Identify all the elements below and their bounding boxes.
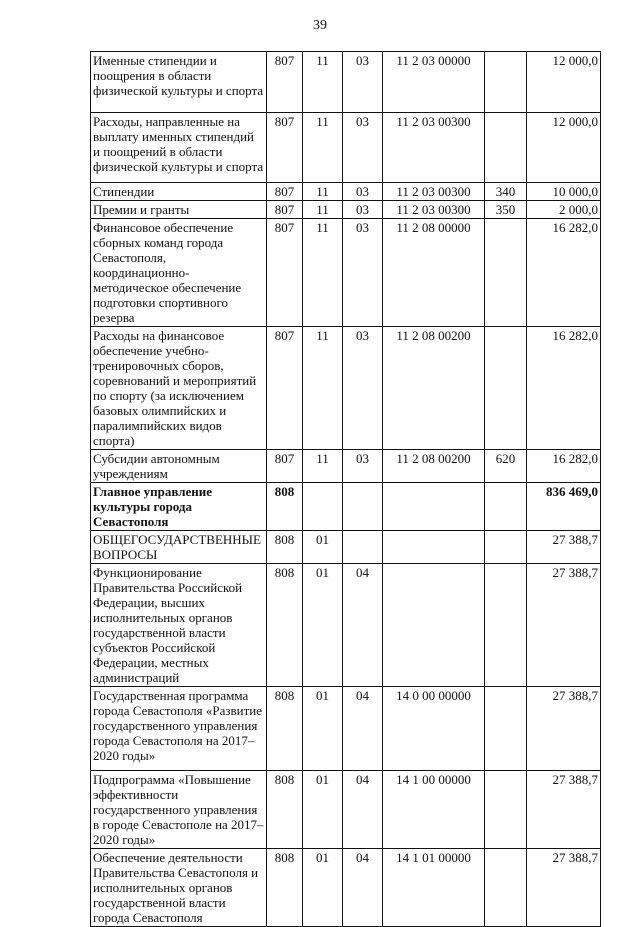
table-row	[91, 183, 601, 201]
cell-ved: 807	[267, 450, 303, 483]
cell-csr	[383, 483, 485, 531]
cell-sum: 10 000,0	[527, 183, 601, 201]
cell-rz: 11	[303, 52, 343, 113]
cell-ved: 808	[267, 849, 303, 927]
cell-vr: 340	[485, 183, 527, 201]
cell-ved: 807	[267, 183, 303, 201]
cell-pr: 03	[343, 201, 383, 219]
cell-sum: 836 469,0	[527, 483, 601, 531]
cell-pr: 03	[343, 219, 383, 327]
cell-sum: 27 388,7	[527, 531, 601, 564]
table-row	[91, 52, 601, 113]
cell-name: Премии и гранты	[91, 201, 267, 219]
cell-vr	[485, 771, 527, 849]
cell-pr: 04	[343, 564, 383, 687]
cell-csr	[383, 531, 485, 564]
table-row	[91, 564, 601, 687]
cell-vr	[485, 687, 527, 771]
cell-name: Главное управление культуры города Севастополя	[91, 483, 267, 531]
cell-vr	[485, 849, 527, 927]
cell-name: ОБЩЕГОСУДАРСТВЕННЫЕ ВОПРОСЫ	[91, 531, 267, 564]
cell-pr: 04	[343, 771, 383, 849]
cell-csr: 11 2 08 00200	[383, 450, 485, 483]
cell-rz: 01	[303, 531, 343, 564]
cell-vr	[485, 52, 527, 113]
budget-table-body	[91, 52, 601, 927]
cell-sum: 27 388,7	[527, 687, 601, 771]
cell-rz: 11	[303, 183, 343, 201]
cell-rz: 11	[303, 113, 343, 183]
cell-ved: 807	[267, 219, 303, 327]
table-row	[91, 450, 601, 483]
cell-vr: 350	[485, 201, 527, 219]
cell-sum: 27 388,7	[527, 771, 601, 849]
cell-name: Обеспечение деятельности Правительства Севастополя и исполнительных органов государственной власти города Севастополя	[91, 849, 267, 927]
cell-vr	[485, 327, 527, 450]
cell-ved: 807	[267, 113, 303, 183]
cell-rz: 11	[303, 450, 343, 483]
cell-name: Субсидии автономным учреждениям	[91, 450, 267, 483]
cell-ved: 808	[267, 531, 303, 564]
cell-vr	[485, 564, 527, 687]
cell-sum: 27 388,7	[527, 849, 601, 927]
cell-sum: 16 282,0	[527, 450, 601, 483]
cell-pr: 03	[343, 113, 383, 183]
cell-ved: 808	[267, 687, 303, 771]
cell-pr: 03	[343, 183, 383, 201]
cell-sum: 12 000,0	[527, 52, 601, 113]
cell-name: Финансовое обеспечение сборных команд города Севастополя, координационно-методическое обеспечение подготовки спортивного резерва	[91, 219, 267, 327]
table-row	[91, 201, 601, 219]
cell-vr: 620	[485, 450, 527, 483]
cell-vr	[485, 113, 527, 183]
cell-rz: 11	[303, 219, 343, 327]
table-row	[91, 113, 601, 183]
cell-name: Именные стипендии и поощрения в области физической культуры и спорта	[91, 52, 267, 113]
cell-ved: 808	[267, 483, 303, 531]
cell-ved: 807	[267, 52, 303, 113]
cell-pr: 03	[343, 450, 383, 483]
cell-pr	[343, 483, 383, 531]
cell-csr: 14 1 01 00000	[383, 849, 485, 927]
cell-rz	[303, 483, 343, 531]
cell-sum: 12 000,0	[527, 113, 601, 183]
cell-rz: 01	[303, 564, 343, 687]
cell-pr	[343, 531, 383, 564]
cell-ved: 807	[267, 327, 303, 450]
cell-pr: 04	[343, 687, 383, 771]
cell-vr	[485, 483, 527, 531]
table-row	[91, 771, 601, 849]
cell-csr: 11 2 03 00000	[383, 52, 485, 113]
cell-csr: 11 2 08 00000	[383, 219, 485, 327]
cell-sum: 2 000,0	[527, 201, 601, 219]
cell-csr: 14 1 00 00000	[383, 771, 485, 849]
cell-rz: 01	[303, 849, 343, 927]
cell-name: Расходы, направленные на выплату именных стипендий и поощрений в области физической культуры и спорта	[91, 113, 267, 183]
page-number: 39	[313, 18, 327, 33]
cell-csr: 11 2 03 00300	[383, 201, 485, 219]
cell-sum: 16 282,0	[527, 219, 601, 327]
cell-name: Подпрограмма «Повышение эффективности государственного управления в городе Севастополе на 2017–2020 годы»	[91, 771, 267, 849]
table-row	[91, 531, 601, 564]
cell-rz: 01	[303, 687, 343, 771]
table-row	[91, 687, 601, 771]
cell-pr: 03	[343, 327, 383, 450]
cell-pr: 04	[343, 849, 383, 927]
cell-name: Функционирование Правительства Российской Федерации, высших исполнительных органов государственной власти субъектов Российской Федерации, местных администраций	[91, 564, 267, 687]
cell-csr: 11 2 03 00300	[383, 113, 485, 183]
table-row	[91, 849, 601, 927]
table-row	[91, 483, 601, 531]
table-row	[91, 327, 601, 450]
cell-name: Государственная программа города Севастополя «Развитие государственного управления города Севастополя на 2017–2020 годы»	[91, 687, 267, 771]
cell-sum: 27 388,7	[527, 564, 601, 687]
cell-sum: 16 282,0	[527, 327, 601, 450]
cell-ved: 808	[267, 564, 303, 687]
cell-pr: 03	[343, 52, 383, 113]
cell-rz: 11	[303, 327, 343, 450]
cell-name: Расходы на финансовое обеспечение учебно-тренировочных сборов, соревнований и мероприятий по спорту (за исключением базовых олимпийских и паралимпийских видов спорта)	[91, 327, 267, 450]
cell-rz: 11	[303, 201, 343, 219]
budget-table	[90, 51, 601, 927]
cell-ved: 807	[267, 201, 303, 219]
cell-csr: 11 2 08 00200	[383, 327, 485, 450]
cell-rz: 01	[303, 771, 343, 849]
cell-csr	[383, 564, 485, 687]
table-row	[91, 219, 601, 327]
cell-csr: 11 2 03 00300	[383, 183, 485, 201]
cell-vr	[485, 531, 527, 564]
cell-name: Стипендии	[91, 183, 267, 201]
cell-vr	[485, 219, 527, 327]
cell-csr: 14 0 00 00000	[383, 687, 485, 771]
cell-ved: 808	[267, 771, 303, 849]
